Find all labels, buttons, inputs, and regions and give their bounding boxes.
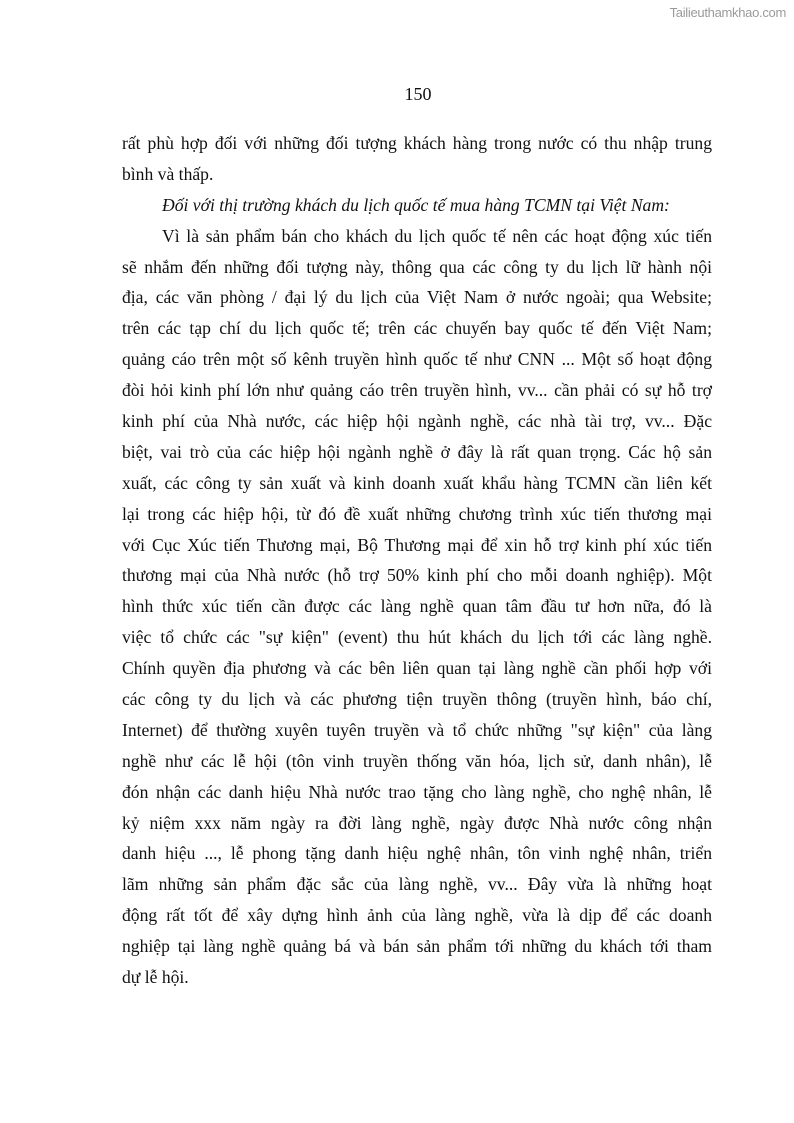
section-heading: Đối với thị trường khách du lịch quốc tế mua hàng TCMN tại Việt Nam: — [162, 194, 670, 215]
text-line: dự lễ hội. — [122, 967, 189, 988]
text-line: rất phù hợp đối với những đối tượng khách hàng trong nước có thu nhập trung — [122, 133, 712, 153]
text-line: các công ty du lịch và các phương tiện truyền thông (truyền hình, báo chí, — [122, 689, 712, 710]
text-line: lại trong các hiệp hội, từ đó đề xuất những chương trình xúc tiến thương mại — [122, 503, 712, 524]
text-line: đón nhận các danh hiệu Nhà nước trao tặng cho làng nghề, cho nghệ nhân, lễ — [122, 781, 712, 802]
text-line: nghiệp tại làng nghề quảng bá và bán sản phẩm tới những du khách tới tham — [122, 936, 712, 957]
text-line: nghề như các lễ hội (tôn vinh truyền thống văn hóa, lịch sử, danh nhân), lễ — [122, 750, 712, 771]
text-line: động rất tốt để xây dựng hình ảnh của làng nghề, vừa là dịp để các doanh — [122, 905, 712, 926]
text-line: kỷ niệm xxx năm ngày ra đời làng nghề, ngày được Nhà nước công nhận — [122, 812, 712, 833]
text-line: trên các tạp chí du lịch quốc tế; trên các chuyến bay quốc tế đến Việt Nam; — [122, 318, 712, 339]
text-line: bình và thấp. — [122, 163, 214, 184]
text-line: Internet) để thường xuyên tuyên truyền và tổ chức những "sự kiện" của làng — [122, 719, 712, 740]
text-line: địa, các văn phòng / đại lý du lịch của Việt Nam ở nước ngoài; qua Website; — [122, 287, 712, 308]
text-line: kinh phí của Nhà nước, các hiệp hội ngành nghề, các nhà tài trợ, vv... Đặc — [122, 411, 712, 432]
text-line: quảng cáo trên một số kênh truyền hình quốc tế như CNN ... Một số hoạt động — [122, 349, 712, 370]
text-line: biệt, vai trò của các hiệp hội ngành nghề ở đây là rất quan trọng. Các hộ sản — [122, 441, 712, 462]
text-line: xuất, các công ty sản xuất và kinh doanh xuất khẩu hàng TCMN cần liên kết — [122, 472, 712, 493]
text-line: đòi hỏi kinh phí lớn như quảng cáo trên truyền hình, vv... cần phải có sự hỗ trợ — [122, 380, 712, 401]
text-line: danh hiệu ..., lễ phong tặng danh hiệu nghệ nhân, tôn vinh nghệ nhân, triển — [122, 843, 712, 864]
text-line: thương mại của Nhà nước (hỗ trợ 50% kinh phí cho mỗi doanh nghiệp). Một — [122, 565, 712, 586]
text-line: hình thức xúc tiến cần được các làng nghề quan tâm đầu tư hơn nữa, đó là — [122, 596, 712, 617]
text-line: với Cục Xúc tiến Thương mại, Bộ Thương mại để xin hỗ trợ kinh phí xúc tiến — [122, 534, 712, 555]
body-text — [122, 128, 712, 993]
text-line: sẽ nhắm đến những đối tượng này, thông qua các công ty du lịch lữ hành nội — [122, 256, 712, 277]
text-line: Chính quyền địa phương và các bên liên quan tại làng nghề cần phối hợp với — [122, 658, 712, 679]
text-line: lãm những sản phẩm đặc sắc của làng nghề, vv... Đây vừa là những hoạt — [122, 874, 712, 895]
page-number: 150 — [404, 84, 432, 104]
text-line: Vì là sản phẩm bán cho khách du lịch quốc tế nên các hoạt động xúc tiến — [162, 225, 712, 246]
watermark: Tailieuthamkhao.com — [669, 5, 786, 20]
text-line: việc tổ chức các "sự kiện" (event) thu hút khách du lịch tới các làng nghề. — [122, 627, 712, 648]
